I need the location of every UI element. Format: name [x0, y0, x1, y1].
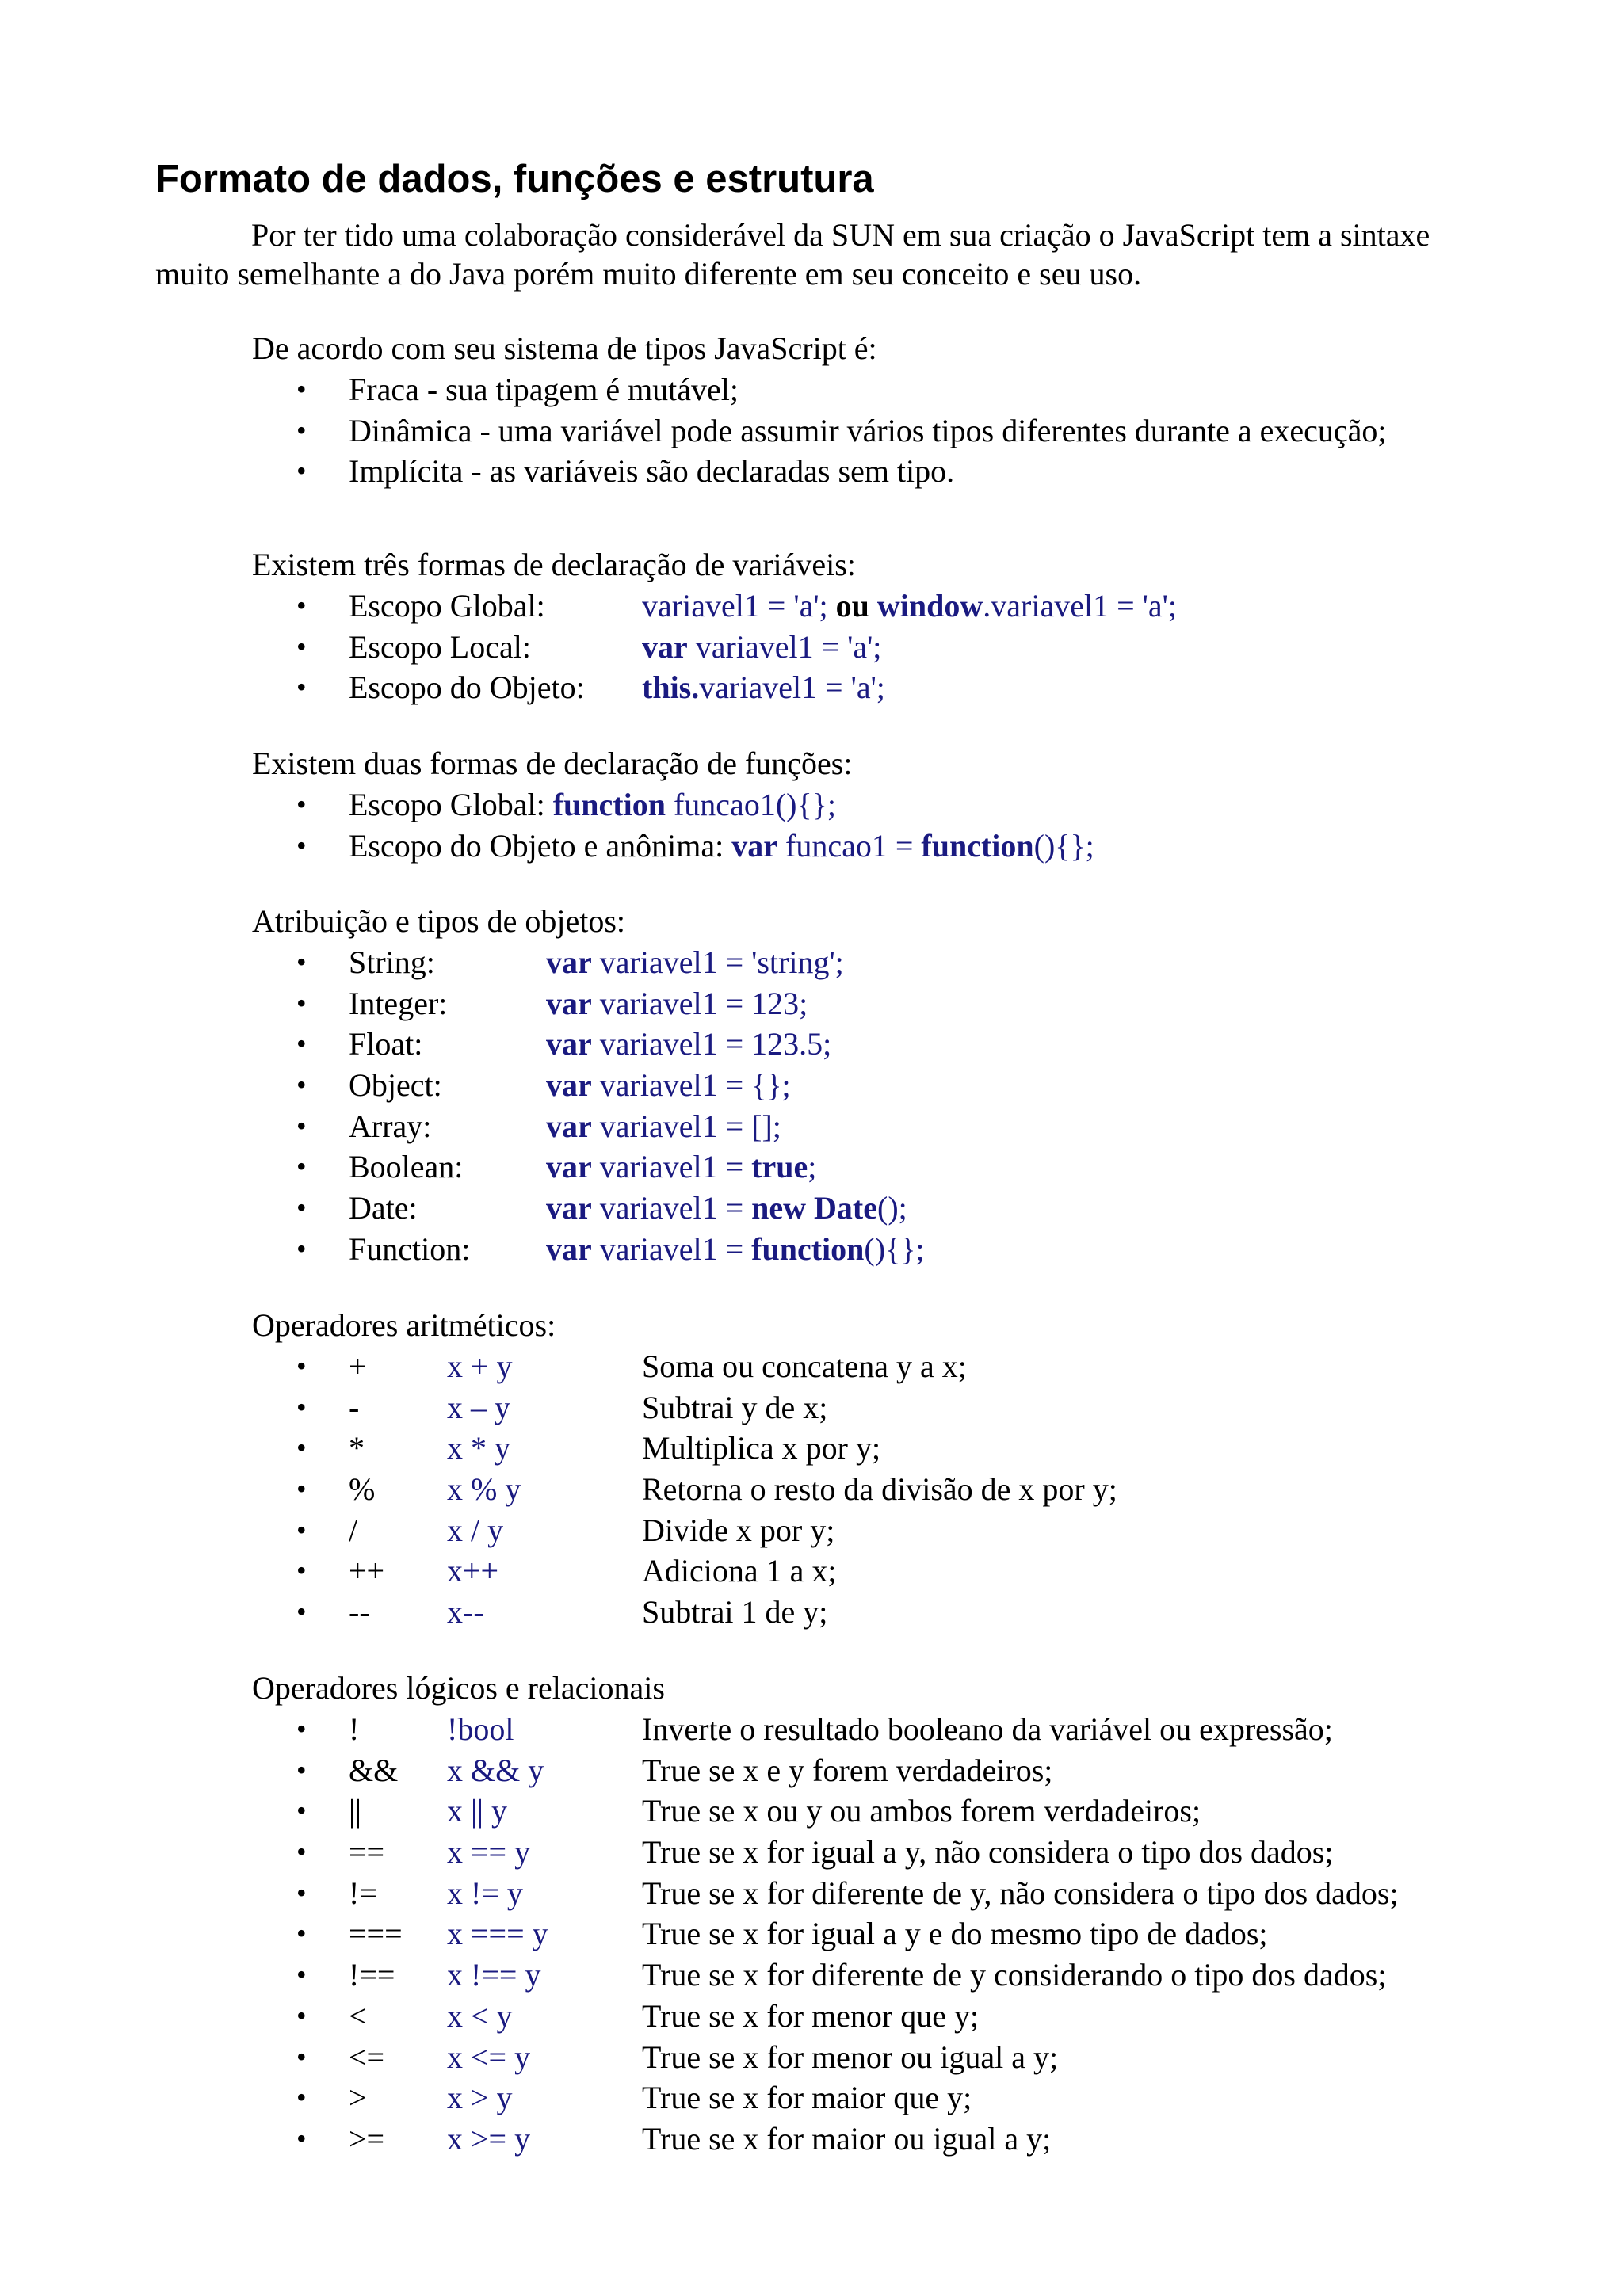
bullet: • — [296, 1028, 307, 1060]
code-token: var — [546, 1190, 592, 1226]
code-snippet — [546, 1146, 816, 1188]
operator-symbol: -- — [349, 1594, 370, 1630]
list-item — [0, 1791, 1623, 1832]
bullet: • — [296, 1554, 307, 1587]
code-token: ; — [808, 1149, 817, 1185]
type-label: Function: — [349, 1230, 471, 1267]
list-item — [0, 2077, 1623, 2119]
code-token: variavel1 = — [591, 1149, 752, 1185]
operator-example: x !== y — [447, 1957, 541, 1993]
list-item — [0, 1065, 1623, 1106]
functions-intro: Existem duas formas de declaração de funções: — [252, 746, 853, 781]
types-list — [0, 369, 1623, 492]
code-token: new Date — [751, 1190, 877, 1226]
list-item — [0, 784, 1623, 826]
scope-label: Escopo Global: — [349, 588, 545, 624]
list-item — [0, 1106, 1623, 1147]
operator-description: True se x for diferente de y, não considera o tipo dos dados; — [642, 1875, 1399, 1911]
list-item — [0, 369, 1623, 410]
operator-symbol: ++ — [349, 1553, 385, 1589]
code-token: function — [751, 1230, 865, 1267]
operator-description: True se x for maior ou igual a y; — [642, 2120, 1052, 2157]
operator-symbol: > — [349, 2080, 367, 2116]
code-token: (){}; — [864, 1230, 925, 1267]
bullet: • — [296, 1876, 307, 1909]
list-item — [0, 1996, 1623, 2037]
bullet: • — [296, 1232, 307, 1264]
page-title: Formato de dados, funções e estrutura — [155, 158, 874, 200]
list-item — [0, 410, 1623, 452]
bullet: • — [296, 2040, 307, 2073]
code-snippet — [546, 983, 808, 1024]
code-snippet — [546, 1106, 781, 1147]
operator-example: x === y — [447, 1916, 548, 1952]
operator-symbol: != — [349, 1875, 377, 1911]
operator-description: Subtrai 1 de y; — [642, 1594, 828, 1630]
bullet: • — [296, 1350, 307, 1382]
operator-symbol: || — [349, 1793, 362, 1829]
code-token: funcao1 = — [777, 827, 922, 864]
list-item — [0, 627, 1623, 668]
type-text: Fraca - sua tipagem é mutável; — [349, 372, 739, 407]
operator-symbol: && — [349, 1752, 399, 1788]
bullet: • — [296, 1917, 307, 1950]
operator-symbol: == — [349, 1834, 385, 1871]
list-item — [0, 1873, 1623, 1914]
list-item — [0, 1955, 1623, 1996]
operator-symbol: >= — [349, 2120, 385, 2157]
operator-description: True se x for diferente de y considerando o tipo dos dados; — [642, 1957, 1387, 1993]
operator-symbol: * — [349, 1430, 365, 1466]
variables-list — [0, 585, 1623, 708]
code-snippet — [546, 1229, 925, 1270]
scope-label: Escopo Local: — [349, 628, 531, 665]
code-token: var — [546, 985, 592, 1021]
bullet: • — [296, 1473, 307, 1505]
operator-example: x || y — [447, 1793, 508, 1829]
operator-description: True se x for menor que y; — [642, 1997, 980, 2034]
code-token: function — [921, 827, 1034, 864]
type-text: Dinâmica - uma variável pode assumir vários tipos diferentes durante a execução; — [349, 412, 1387, 448]
list-item — [0, 1387, 1623, 1428]
bullet: • — [296, 1794, 307, 1827]
bullet: • — [296, 1513, 307, 1546]
operator-example: x == y — [447, 1834, 531, 1871]
list-item — [0, 826, 1623, 867]
operator-symbol: !== — [349, 1957, 395, 1993]
logical-list — [0, 1709, 1623, 2160]
type-label: String: — [349, 944, 435, 980]
operator-example: x && y — [447, 1752, 544, 1788]
code-token: variavel1 = — [591, 1230, 752, 1267]
list-item — [0, 1550, 1623, 1592]
list-item — [0, 1592, 1623, 1633]
type-label: Integer: — [349, 985, 448, 1021]
bullet: • — [296, 455, 307, 487]
operator-example: x >= y — [447, 2120, 531, 2157]
logical-intro: Operadores lógicos e relacionais — [252, 1670, 665, 1706]
code-token: .variavel1 = 'a'; — [983, 588, 1177, 624]
assignment-intro: Atribuição e tipos de objetos: — [252, 903, 626, 939]
operator-description: True se x for igual a y, não considera o tipo dos dados; — [642, 1834, 1334, 1871]
list-item — [0, 585, 1623, 627]
bullet: • — [296, 1836, 307, 1868]
bullet: • — [296, 1192, 307, 1224]
code-token: var — [546, 1067, 592, 1104]
bullet: • — [296, 946, 307, 978]
bullet: • — [296, 1753, 307, 1786]
intro-paragraph: Por ter tido uma colaboração considerável da SUN em sua criação o JavaScript tem a sintaxe muito semelhante a do Java porém muito diferente em seu conceito e seu uso. — [155, 217, 1430, 292]
code-token: var — [546, 944, 592, 980]
code-token: ou — [835, 588, 877, 624]
list-item — [0, 1709, 1623, 1750]
arithmetic-intro: Operadores aritméticos: — [252, 1307, 556, 1343]
operator-description: True se x ou y ou ambos forem verdadeiros; — [642, 1793, 1201, 1829]
list-item — [0, 1750, 1623, 1791]
bullet: • — [296, 671, 307, 704]
bullet: • — [296, 1390, 307, 1423]
code-token: var — [546, 1230, 592, 1267]
bullet: • — [296, 1432, 307, 1464]
code-snippet — [546, 1188, 907, 1229]
operator-description: Retorna o resto da divisão de x por y; — [642, 1471, 1117, 1508]
type-label: Object: — [349, 1067, 442, 1104]
bullet: • — [296, 414, 307, 446]
type-text: Implícita - as variáveis são declaradas sem tipo. — [349, 453, 955, 490]
scope-label: Escopo do Objeto: — [349, 669, 585, 706]
code-token: window — [876, 588, 983, 624]
operator-example: x-- — [447, 1594, 484, 1630]
bullet: • — [296, 373, 307, 405]
operator-example: x > y — [447, 2080, 513, 2116]
operator-example: x != y — [447, 1875, 523, 1911]
operator-example: x < y — [447, 1997, 513, 2034]
bullet: • — [296, 1713, 307, 1745]
operator-description: Multiplica x por y; — [642, 1430, 881, 1466]
operator-description: True se x for igual a y e do mesmo tipo de dados; — [642, 1916, 1268, 1952]
list-item — [0, 1229, 1623, 1270]
code-token: variavel1 = 123; — [591, 985, 808, 1021]
bullet: • — [296, 986, 307, 1019]
list-item — [0, 2037, 1623, 2078]
operator-example: x <= y — [447, 2039, 531, 2075]
list-item — [0, 1188, 1623, 1229]
list-item — [0, 1024, 1623, 1065]
list-item — [0, 2119, 1623, 2160]
code-token: var — [546, 1108, 592, 1144]
code-snippet — [642, 585, 1177, 627]
type-label: Boolean: — [349, 1149, 464, 1185]
list-item — [0, 942, 1623, 983]
operator-description: True se x for menor ou igual a y; — [642, 2039, 1059, 2075]
type-label: Date: — [349, 1190, 418, 1226]
operator-description: True se x for maior que y; — [642, 2080, 972, 2116]
operator-example: x * y — [447, 1430, 510, 1466]
bullet: • — [296, 829, 307, 861]
code-snippet — [642, 627, 881, 668]
operator-description: True se x e y forem verdadeiros; — [642, 1752, 1053, 1788]
code-token: (); — [877, 1190, 907, 1226]
list-item — [0, 1832, 1623, 1873]
operator-symbol: + — [349, 1348, 367, 1384]
operator-example: x / y — [447, 1512, 504, 1548]
operator-description: Divide x por y; — [642, 1512, 835, 1548]
list-item — [0, 1428, 1623, 1469]
code-token: true — [751, 1149, 808, 1185]
operator-description: Inverte o resultado booleano da variável ou expressão; — [642, 1711, 1333, 1747]
code-token: var — [731, 827, 777, 864]
code-token: (){}; — [1033, 827, 1094, 864]
type-label: Float: — [349, 1026, 423, 1062]
code-snippet — [546, 1024, 831, 1065]
variables-intro: Existem três formas de declaração de variáveis: — [252, 547, 856, 582]
bullet: • — [296, 1069, 307, 1101]
bullet: • — [296, 1596, 307, 1628]
operator-description: Subtrai y de x; — [642, 1389, 828, 1425]
list-item — [0, 1346, 1623, 1387]
code-snippet — [546, 942, 844, 983]
operator-example: x++ — [447, 1553, 499, 1589]
operator-example: x % y — [447, 1471, 521, 1508]
operator-symbol: === — [349, 1916, 403, 1952]
list-item — [0, 983, 1623, 1024]
code-token: variavel1 = 'a'; — [699, 669, 885, 706]
bullet: • — [296, 589, 307, 621]
operator-example: x – y — [447, 1389, 510, 1425]
list-item — [0, 1510, 1623, 1551]
code-snippet — [642, 667, 885, 708]
code-token: variavel1 = — [591, 1190, 752, 1226]
bullet: • — [296, 1958, 307, 1991]
bullet: • — [296, 1109, 307, 1142]
operator-symbol: ! — [349, 1711, 360, 1747]
code-token: variavel1 = []; — [591, 1108, 781, 1144]
functions-list — [0, 784, 1623, 866]
code-token: variavel1 = 'string'; — [591, 944, 844, 980]
code-token: var — [546, 1026, 592, 1062]
operator-symbol: - — [349, 1389, 360, 1425]
list-item — [0, 1913, 1623, 1955]
bullet: • — [296, 2122, 307, 2154]
code-token: var — [546, 1149, 592, 1185]
operator-description: Adiciona 1 a x; — [642, 1553, 837, 1589]
assignment-list — [0, 942, 1623, 1270]
bullet: • — [296, 1999, 307, 2031]
code-token: var — [642, 628, 688, 665]
scope-label: Escopo Global: — [349, 787, 553, 822]
code-token: funcao1(){}; — [665, 787, 836, 822]
arithmetic-list — [0, 1346, 1623, 1633]
operator-symbol: % — [349, 1471, 376, 1508]
list-item — [0, 451, 1623, 492]
type-label: Array: — [349, 1108, 432, 1144]
code-token: variavel1 = 123.5; — [591, 1026, 832, 1062]
code-snippet — [553, 787, 836, 822]
code-token: variavel1 = 'a'; — [642, 588, 836, 624]
operator-example: !bool — [447, 1711, 514, 1747]
list-item — [0, 1146, 1623, 1188]
bullet: • — [296, 2081, 307, 2114]
list-item — [0, 667, 1623, 708]
bullet: • — [296, 788, 307, 820]
list-item — [0, 1469, 1623, 1510]
bullet: • — [296, 1150, 307, 1183]
code-token: variavel1 = 'a'; — [687, 628, 882, 665]
code-snippet — [546, 1065, 791, 1106]
code-token: variavel1 = {}; — [591, 1067, 791, 1104]
code-snippet — [731, 828, 1094, 864]
operator-symbol: <= — [349, 2039, 385, 2075]
operator-example: x + y — [447, 1348, 513, 1384]
scope-label: Escopo do Objeto e anônima: — [349, 827, 732, 864]
bullet: • — [296, 630, 307, 662]
code-token: function — [552, 787, 666, 822]
types-intro: De acordo com seu sistema de tipos JavaScript é: — [252, 330, 877, 366]
code-token: this. — [642, 669, 700, 706]
operator-description: Soma ou concatena y a x; — [642, 1348, 967, 1384]
operator-symbol: / — [349, 1512, 358, 1548]
operator-symbol: < — [349, 1997, 367, 2034]
